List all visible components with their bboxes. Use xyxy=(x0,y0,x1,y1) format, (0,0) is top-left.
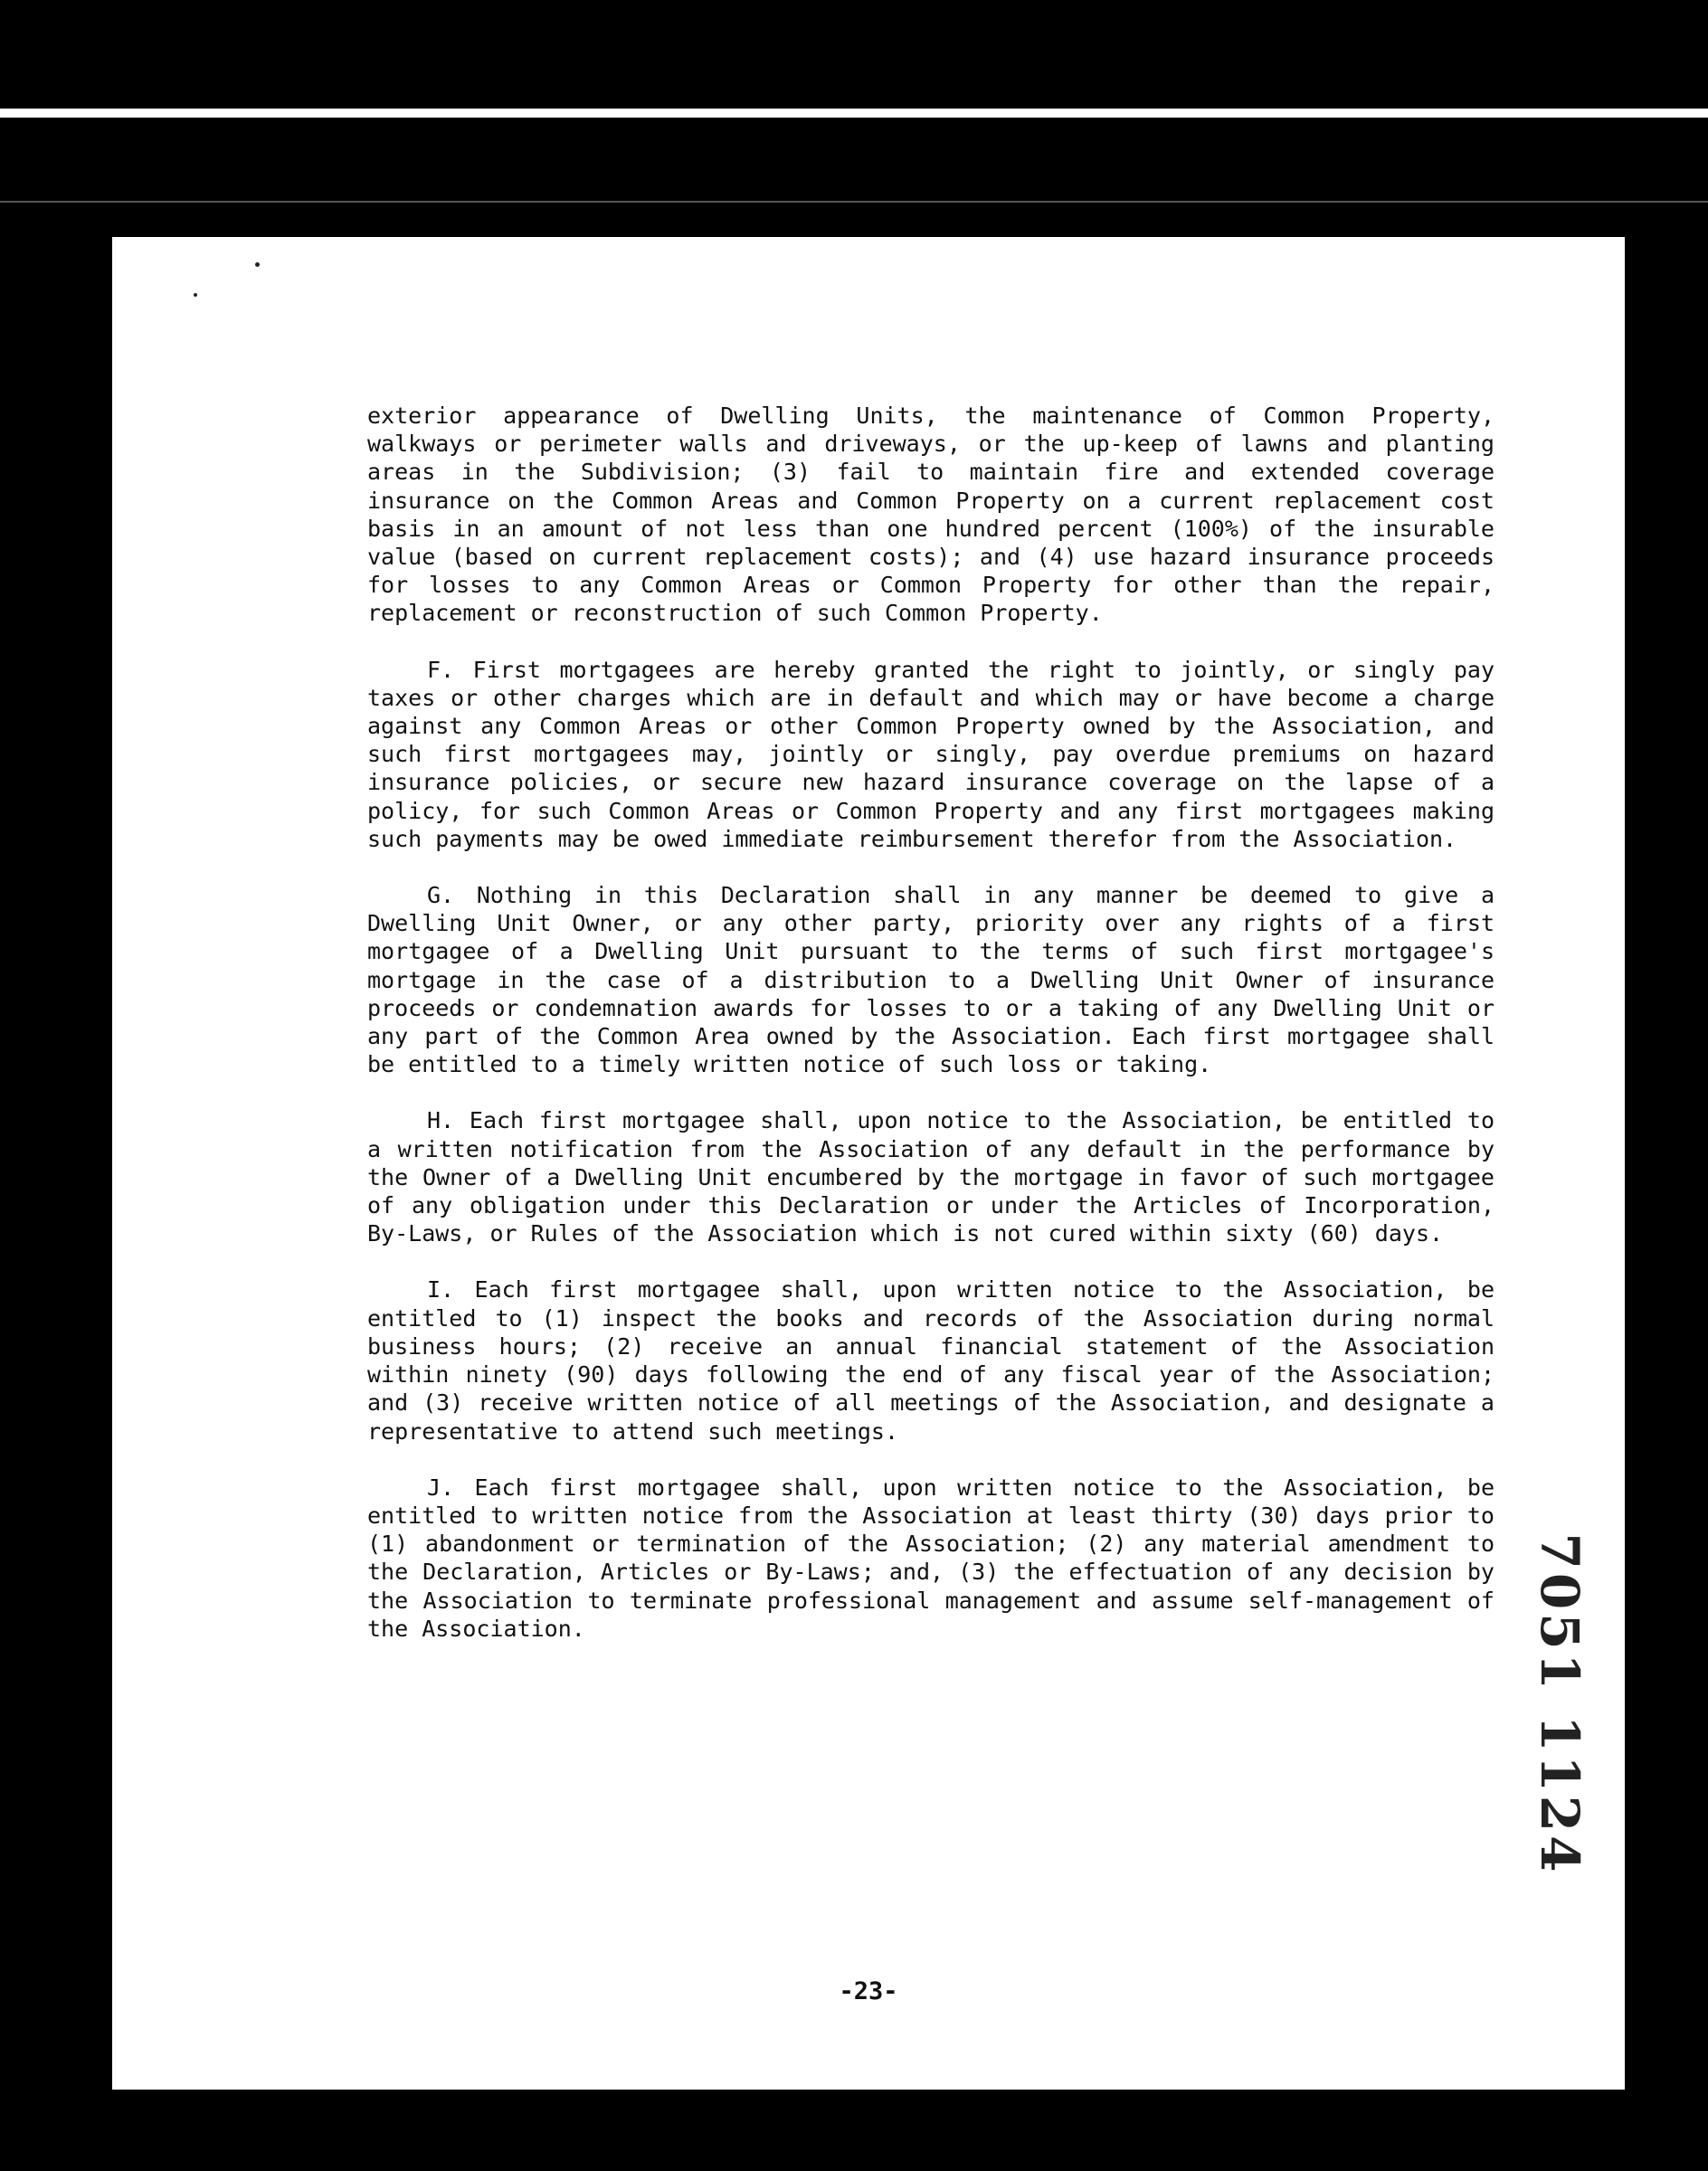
paragraph-g: G. Nothing in this Declaration shall in any manner be deemed to give a Dwelling Unit Owner, or any other party, priority over any rights of a first mortgagee of a Dwelling Unit pursuant to the terms of such first mortgagee's mortgage in the case of a distribution to a Dwelling Unit Owner of insurance proceeds or condemnation awards for losses to or a taking of any Dwelling Unit or any part of the Common Area owned by the Association. Each first mortgagee shall be entitled to a timely written notice of such loss or taking. xyxy=(367,882,1494,1078)
document-body xyxy=(367,402,1494,1671)
paragraph-f: F. First mortgagees are hereby granted the right to jointly, or singly pay taxes or other charges which are in default and which may or have become a charge against any Common Areas or other Common Property owned by the Association, and such first mortgagees may, jointly or singly, pay overdue premiums on hazard insurance policies, or secure new hazard insurance coverage on the lapse of a policy, for such Common Areas or Common Property and any first mortgagees making such payments may be owed immediate reimbursement therefor from the Association. xyxy=(367,656,1494,852)
scan-speck xyxy=(194,293,197,297)
scan-border-top xyxy=(0,109,1708,118)
page-number: -23- xyxy=(839,1977,898,2005)
recording-stamp-number: 7051 1124 xyxy=(1529,1532,1590,1876)
paragraph-i: I. Each first mortgagee shall, upon written notice to the Association, be entitled to (1) inspect the books and records of the Association during normal business hours; (2) receive an annual financial statement of the Association within ninety (90) days following the end of any fiscal year of the Association; and (3) receive written notice of all meetings of the Association, and designate a representative to attend such meetings. xyxy=(367,1276,1494,1445)
paragraph-j: J. Each first mortgagee shall, upon written notice to the Association, be entitled to written notice from the Association at least thirty (30) days prior to (1) abandonment or termination of the Association; (2) any material amendment to the Declaration, Articles or By-Laws; and, (3) the effectuation of any decision by the Association to terminate professional management and assume self-management of the Association. xyxy=(367,1474,1494,1642)
paragraph-continuation: exterior appearance of Dwelling Units, the maintenance of Common Property, walkways or perimeter walls and driveways, or the up-keep of lawns and planting areas in the Subdivision; (3) fail to maintain fire and extended coverage insurance on the Common Areas and Common Property on a current replacement cost basis in an amount of not less than one hundred percent (100%) of the insurable value (based on current replacement costs); and (4) use hazard insurance proceeds for losses to any Common Areas or Common Property for other than the repair, replacement or reconstruction of such Common Property. xyxy=(367,403,1494,627)
recording-stamp xyxy=(1505,1532,1614,1876)
document-page xyxy=(112,237,1625,2090)
scan-border-line xyxy=(0,201,1708,203)
paragraph-h: H. Each first mortgagee shall, upon notice to the Association, be entitled to a written notification from the Association of any default in the performance by the Owner of a Dwelling Unit encumbered by the mortgage in favor of such mortgagee of any obligation under this Declaration or under the Articles of Incorporation, By-Laws, or Rules of the Association which is not cured within sixty (60) days. xyxy=(367,1107,1494,1247)
scan-speck xyxy=(255,262,260,267)
